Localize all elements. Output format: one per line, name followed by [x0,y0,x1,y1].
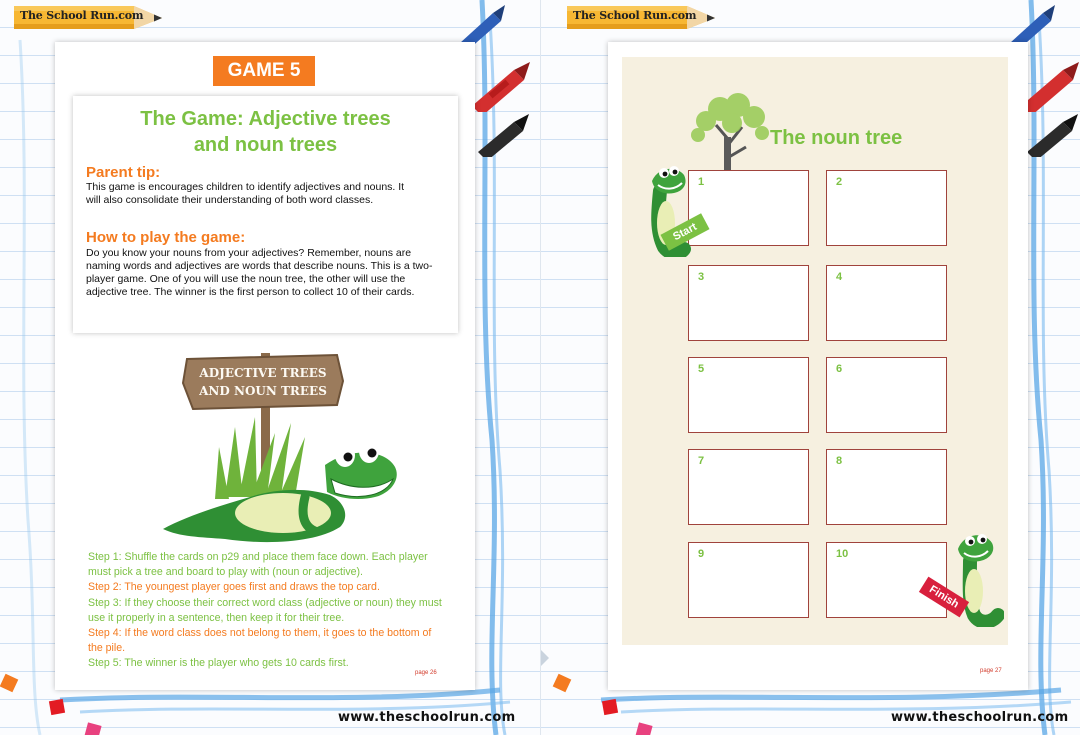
step-3: Step 3: If they choose their correct word class (adjective or noun) they must use it properly in a sentence, then keep it for their tree. [88,596,442,624]
finish-label: Finish [919,577,969,618]
noun-tree-title: The noun tree [770,127,903,149]
pink-confetti-shape [635,722,652,735]
red-confetti-shape [49,699,65,715]
board-cell-3[interactable] [688,265,809,341]
blue-crayon-icon [1005,5,1060,45]
step-4: Step 4: If the word class does not belong to them, it goes to the bottom of the pile. [88,627,432,655]
cell-number: 1 [698,176,705,188]
board-cell-7[interactable] [688,449,809,525]
theschoolrun-logo[interactable] [567,4,717,31]
orange-confetti-shape [553,674,572,693]
board-cell-6[interactable] [826,357,947,433]
step-2: Step 2: The youngest player goes first and draws the top card. [88,581,380,594]
game-title-line-2: and noun trees [193,134,338,156]
pink-confetti-shape [84,722,101,735]
grass-icon [215,417,305,499]
how-to-play-heading: How to play the game: [86,229,246,246]
cell-number: 8 [836,455,843,467]
game-title-line-1: The Game: Adjective trees [140,108,391,130]
cell-number: 3 [698,271,705,283]
website-url[interactable]: www.theschoolrun.com [891,710,1069,725]
logo-text: The School Run.com [573,9,697,22]
step-5: Step 5: The winner is the player who gets 10 cards first. [88,657,349,670]
how-to-play-text: Do you know your nouns from your adjectives? Remember, nouns are naming words and adjectives are words that describe nouns. This is a two-player game. One of you will use the noun tree, the other will use the adjective tree. The winner is the first person to collect 10 of their cards. [86,247,433,298]
board-cell-8[interactable] [826,449,947,525]
page-arrow-icon[interactable] [541,650,551,666]
noun-tree-board [622,57,1008,645]
cell-number: 5 [698,363,705,375]
board-cell-4[interactable] [826,265,947,341]
website-url[interactable]: www.theschoolrun.com [338,710,516,725]
red-confetti-shape [602,699,618,715]
right-page-spread [540,0,1080,735]
cell-number: 10 [836,548,849,560]
cell-number: 2 [836,176,843,188]
game-info-box [73,96,458,333]
red-crayon-icon [1019,62,1080,112]
step-1: Step 1: Shuffle the cards on p29 and place them face down. Each player must pick a tree and board to play with (noun or adjective). [88,551,428,579]
cell-number: 7 [698,455,705,467]
parent-tip-heading: Parent tip: [86,164,161,181]
page-number: page 26 [415,670,437,676]
board-cell-1[interactable] [688,170,809,246]
blue-crayon-icon [455,5,510,45]
game-number-badge: GAME 5 [213,56,315,86]
game-steps-list [88,550,448,672]
parent-tip-text: This game is encourages children to identify adjectives and nouns. It will also consolidate their understanding of both word classes. [86,181,405,206]
theschoolrun-logo[interactable] [14,4,164,31]
board-cell-2[interactable] [826,170,947,246]
black-crayon-icon [476,112,531,157]
finish-crocodile-icon [940,527,1004,627]
cell-number: 4 [836,271,843,283]
worksheet-page [608,42,1028,690]
orange-confetti-shape [0,674,18,693]
logo-text: The School Run.com [20,9,144,22]
wooden-sign-board [183,355,343,409]
sign-line-2: AND NOUN TREES [199,384,327,398]
worksheet-page [55,42,475,690]
game-title [73,106,458,158]
start-label: Start [660,213,709,250]
board-cell-9[interactable] [688,542,809,618]
cell-number: 6 [836,363,843,375]
sign-line-1: ADJECTIVE TREES [199,366,327,380]
red-crayon-icon [470,62,532,112]
crocodile-sign-illustration [155,347,405,547]
board-cell-5[interactable] [688,357,809,433]
cell-number: 9 [698,548,705,560]
page-number: page 27 [980,668,1002,674]
black-crayon-icon [1025,112,1080,157]
